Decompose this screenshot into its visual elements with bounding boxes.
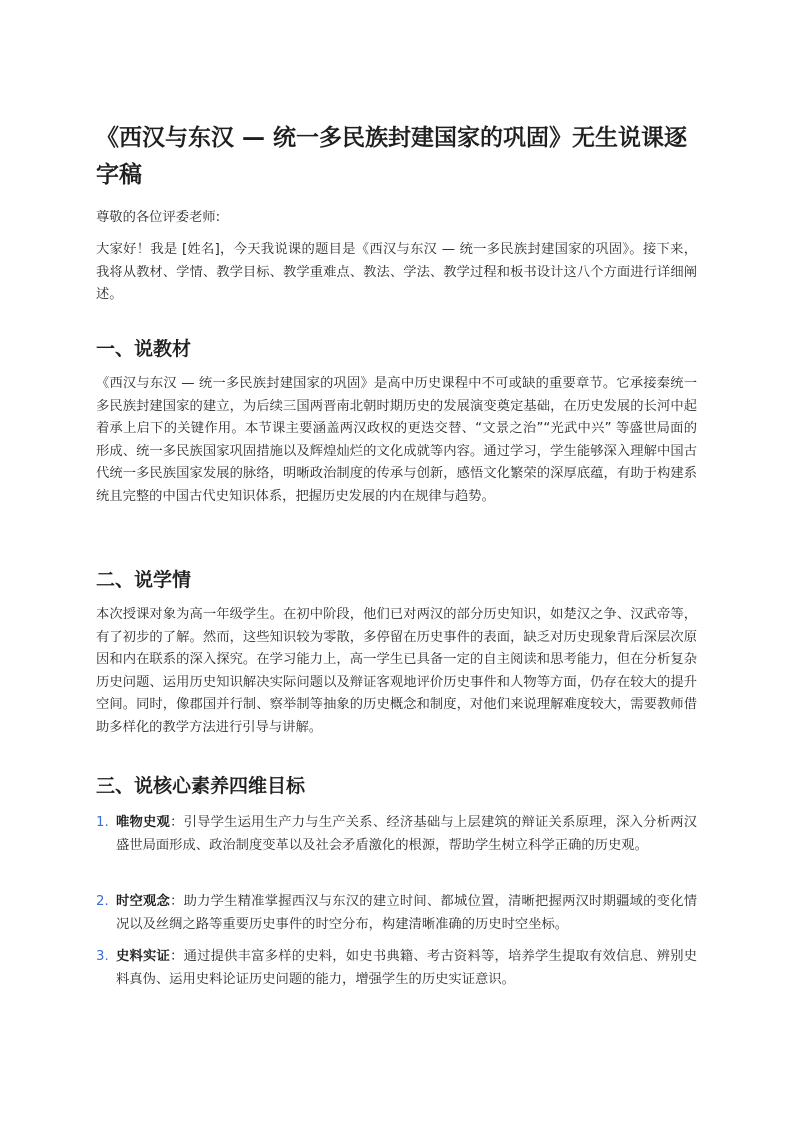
- intro-paragraph: 大家好！我是 [姓名]，今天我说课的题目是《西汉与东汉 — 统一多民族封建国家的巩固》。接下来，我将从教材、学情、教学目标、教学重难点、教法、学法、教学过程和板书设计这八个方面进行详细阐述。: [96, 242, 697, 303]
- list-item-term: 时空观念: [116, 894, 171, 909]
- greeting: 尊敬的各位评委老师:: [96, 210, 221, 225]
- section-paragraph-students: 本次授课对象为高一年级学生。在初中阶段，他们已对两汉的部分历史知识，如楚汉之争、汉武帝等，有了初步的了解。然而，这些知识较为零散，多停留在历史事件的表面，缺乏对历史现象背后深层次原因和内在联系的深入探究。在学习能力上，高一学生已具备一定的自主阅读和思考能力，但在分析复杂历史问题、运用历史知识解决实际问题以及辩证客观地评价历史事件和人物等方面，仍存在较大的提升空间。同时，像郡国并行制、察举制等抽象的历史概念和制度，对他们来说理解难度较大，需要教师借助多样化的教学方法进行引导与讲解。: [96, 607, 697, 735]
- section-heading-students: 二、说学情: [96, 569, 192, 591]
- document-title: 《西汉与东汉 — 统一多民族封建国家的巩固》无生说课逐字稿: [96, 125, 688, 188]
- list-item-text: ：通过提供丰富多样的史料，如史书典籍、考古资料等，培养学生提取有效信息、辨别史料真伪、运用史料论证历史问题的能力，增强学生的历史实证意识。: [116, 949, 698, 987]
- list-item-body: [116, 812, 697, 857]
- section-heading-textbook: 一、说教材: [96, 338, 192, 360]
- list-item-text: ：引导学生运用生产力与生产关系、经济基础与上层建筑的辩证关系原理，深入分析两汉盛世局面形成、政治制度变革以及社会矛盾激化的根源，帮助学生树立科学正确的历史观。: [116, 815, 698, 853]
- list-item-body: [116, 946, 697, 991]
- list-item-term: 史料实证: [116, 949, 171, 964]
- list-number: 2.: [96, 894, 109, 909]
- list-item-term: 唯物史观: [116, 815, 171, 830]
- list-item-body: [116, 891, 697, 936]
- list-number: 3.: [96, 949, 109, 964]
- section-heading-objectives: 三、说核心素养四维目标: [96, 775, 306, 797]
- list-item: [96, 946, 697, 991]
- section-paragraph-textbook: 《西汉与东汉 — 统一多民族封建国家的巩固》是高中历史课程中不可或缺的重要章节。它承接秦统一多民族封建国家的建立，为后续三国两晋南北朝时期历史的发展演变奠定基础，在历史发展的长河中起着承上启下的关键作用。本节课主要涵盖两汉政权的更迭交替、“文景之治”“光武中兴” 等盛世局面的形成、统一多民族国家巩固措施以及辉煌灿烂的文化成就等内容。通过学习，学生能够深入理解中国古代统一多民族国家发展的脉络，明晰政治制度的传承与创新，感悟文化繁荣的深厚底蕴，有助于构建系统且完整的中国古代史知识体系，把握历史发展的内在规律与趋势。: [96, 376, 697, 504]
- list-item-text: ：助力学生精准掌握西汉与东汉的建立时间、都城位置，清晰把握两汉时期疆域的变化情况以及丝绸之路等重要历史事件的时空分布，构建清晰准确的历史时空坐标。: [116, 894, 698, 932]
- list-item: [96, 812, 697, 857]
- list-number: 1.: [96, 815, 109, 830]
- list-item: [96, 891, 697, 936]
